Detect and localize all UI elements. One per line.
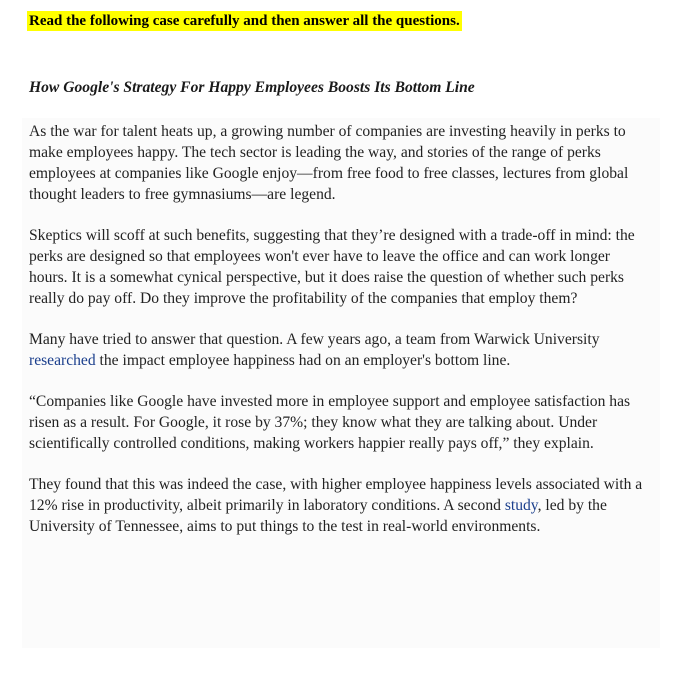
paragraph-5-text-after: , led by the University of Tennessee, aims to put things to the test in real-world environments. <box>29 497 607 535</box>
researched-link[interactable]: researched <box>29 352 96 369</box>
instruction-banner: Read the following case carefully and then answer all the questions. <box>29 13 460 29</box>
article-body <box>22 118 660 648</box>
article-paragraph-5 <box>29 474 652 537</box>
paragraph-3-text-before: Many have tried to answer that question. A few years ago, a team from Warwick University <box>29 331 600 348</box>
article-paragraph-4: “Companies like Google have invested more in employee support and employee satisfaction has risen as a result. For Google, it rose by 37%; they know what they are talking about. Under scientifically controlled conditions, making workers happier really pays off,” they explain. <box>29 393 631 452</box>
article-paragraph-2: Skeptics will scoff at such benefits, suggesting that they’re designed with a trade-off in mind: the perks are designed so that employees won't ever have to leave the office and can work longer hours. It is a somewhat cynical perspective, but it does raise the question of whether such perks really do pay off. Do they improve the profitability of the companies that employ them? <box>29 227 635 307</box>
study-link[interactable]: study <box>504 497 538 514</box>
article-title: How Google's Strategy For Happy Employees Boosts Its Bottom Line <box>29 79 475 96</box>
paragraph-5-text-before: They found that this was indeed the case, with higher employee happiness levels associated with a 12% rise in productivity, albeit primarily in laboratory conditions. A second <box>29 476 643 514</box>
paragraph-3-text-after: the impact employee happiness had on an employer's bottom line. <box>95 352 511 369</box>
article-paragraph-3 <box>29 329 652 371</box>
article-paragraph-1: As the war for talent heats up, a growing number of companies are investing heavily in perks to make employees happy. The tech sector is leading the way, and stories of the range of perks employees at companies like Google enjoy—from free food to free classes, lectures from global thought leaders to free gymnasiums—are legend. <box>29 123 629 203</box>
